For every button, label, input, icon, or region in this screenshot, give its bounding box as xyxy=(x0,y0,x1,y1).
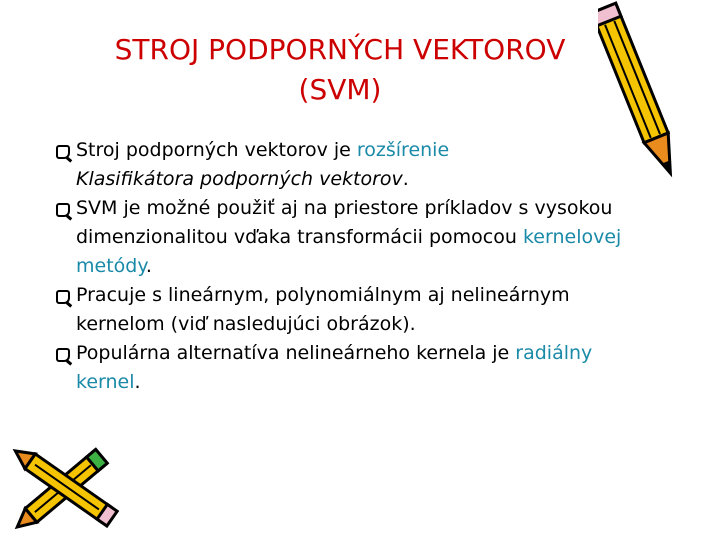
bullet-1-italic: Klasifikátora podporných vektorov xyxy=(76,168,403,190)
slide-title xyxy=(40,30,640,110)
bullet-2-highlight: kernelovej metódy xyxy=(76,226,622,277)
q-bullet-icon xyxy=(56,348,70,362)
pencil-icon xyxy=(0,428,140,540)
q-bullet-icon xyxy=(56,203,70,217)
bullet-2-end: . xyxy=(145,255,152,277)
q-bullet-icon xyxy=(56,290,70,304)
title-line-2: (SVM) xyxy=(298,73,382,106)
title-line-1: STROJ PODPORNÝCH VEKTOROV xyxy=(114,33,566,66)
bullet-2-text: SVM je možné použiť aj na priestore príkladov s vysokou dimenzionalitou vďaka transformácii pomocou xyxy=(76,197,613,248)
bullet-list xyxy=(56,136,656,397)
bullet-1-highlight: rozšírenie xyxy=(356,139,450,161)
bullet-4-end: . xyxy=(134,371,141,393)
bullet-item-3 xyxy=(56,281,656,339)
bullet-4-text: Populárna alternatíva nelineárneho kernela je xyxy=(76,342,516,364)
q-bullet-icon xyxy=(56,145,70,159)
bullet-1-end: . xyxy=(402,168,409,190)
bullet-4-highlight: radiálny kernel xyxy=(76,342,593,393)
pencil-icon xyxy=(598,0,688,200)
bullet-item-4 xyxy=(56,339,656,397)
bullet-3-text: Pracuje s lineárnym, polynomiálnym aj nelineárnym kernelom (viď nasledujúci obrázok). xyxy=(76,284,570,335)
bullet-1-text: Stroj podporných vektorov je xyxy=(76,139,357,161)
bullet-item-1 xyxy=(56,136,656,194)
bullet-item-2 xyxy=(56,194,656,281)
